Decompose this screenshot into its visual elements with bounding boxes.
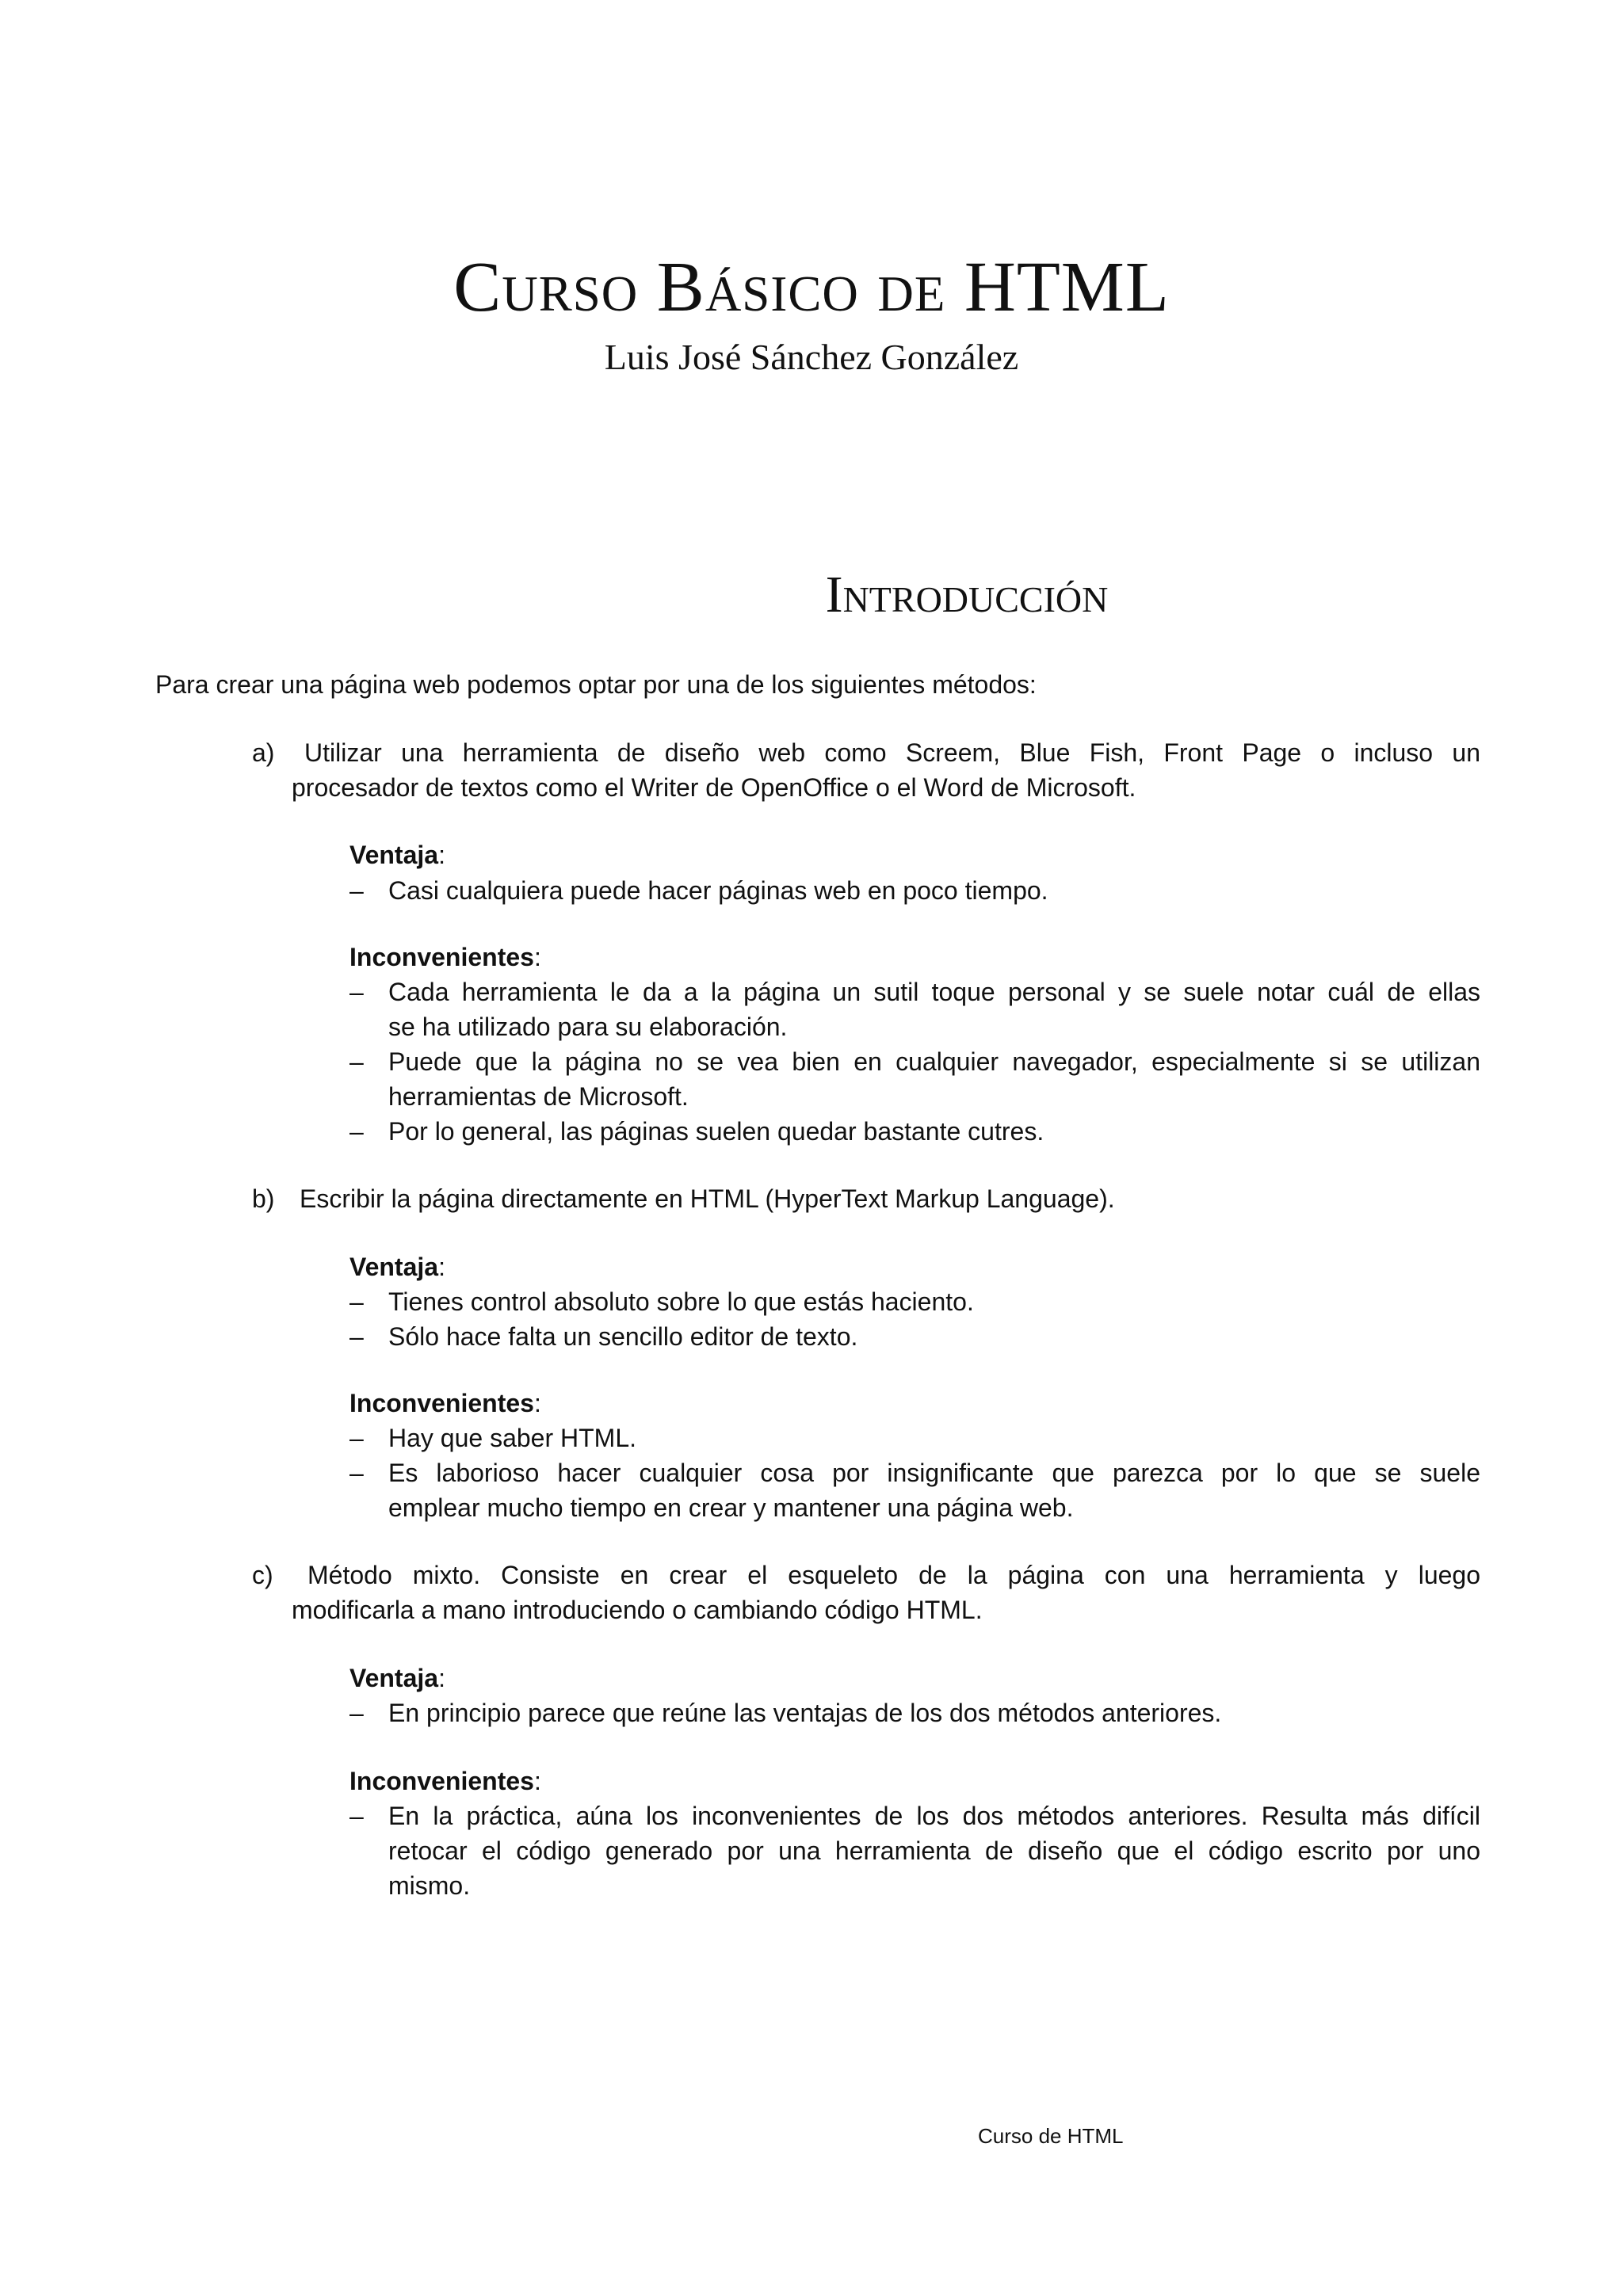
page-footer: Curso de HTML: [978, 2124, 1124, 2148]
method-a-disadvantage-item: Cada herramienta le da a la página un sutil toque personal y se suele notar cuál de ellas: [388, 978, 1480, 1006]
method-c-disadvantage-label: Inconvenientes:: [349, 1767, 541, 1795]
document-author: Luis José Sánchez González: [604, 337, 1019, 377]
method-c-description-line: Método mixto. Consiste en crear el esqueleto de la página con una herramienta y luego: [307, 1561, 1480, 1589]
dash-bullet: –: [349, 876, 364, 905]
method-a-advantage-label: Ventaja:: [349, 841, 445, 869]
section-title: Introducción: [825, 566, 1109, 624]
dash-bullet: –: [349, 1117, 364, 1146]
dash-bullet: –: [349, 978, 364, 1006]
method-b-disadvantage-item-cont: emplear mucho tiempo en crear y mantener una página web.: [388, 1493, 1074, 1522]
method-b-advantage-item: Tienes control absoluto sobre lo que estás haciento.: [388, 1287, 974, 1316]
method-c-disadvantage-item-cont: mismo.: [388, 1871, 471, 1900]
method-a-description-line: Utilizar una herramienta de diseño web como Screem, Blue Fish, Front Page o incluso un: [304, 738, 1480, 767]
method-c-advantage-label: Ventaja:: [349, 1664, 445, 1692]
method-b-description-line: Escribir la página directamente en HTML (HyperText Markup Language).: [300, 1184, 1115, 1213]
dash-bullet: –: [349, 1802, 364, 1830]
dash-bullet: –: [349, 1322, 364, 1351]
dash-bullet: –: [349, 1699, 364, 1727]
intro-paragraph: Para crear una página web podemos optar por una de los siguientes métodos:: [155, 670, 1037, 699]
method-a-disadvantage-item: Puede que la página no se vea bien en cualquier navegador, especialmente si se utilizan: [388, 1047, 1480, 1076]
method-b-disadvantage-label: Inconvenientes:: [349, 1389, 541, 1417]
method-b-advantage-item: Sólo hace falta un sencillo editor de texto.: [388, 1322, 858, 1351]
method-a-marker: a): [252, 738, 275, 767]
method-b-disadvantage-item: Es laborioso hacer cualquier cosa por insignificante que parezca por lo que se suele: [388, 1459, 1480, 1487]
method-a-disadvantage-item-cont: se ha utilizado para su elaboración.: [388, 1013, 788, 1041]
dash-bullet: –: [349, 1424, 364, 1452]
method-a-disadvantage-item: Por lo general, las páginas suelen quedar bastante cutres.: [388, 1117, 1044, 1146]
method-b-disadvantage-item: Hay que saber HTML.: [388, 1424, 637, 1452]
dash-bullet: –: [349, 1459, 364, 1487]
method-a-description-line: procesador de textos como el Writer de OpenOffice o el Word de Microsoft.: [292, 773, 1136, 802]
dash-bullet: –: [349, 1287, 364, 1316]
method-a-advantage-item: Casi cualquiera puede hacer páginas web en poco tiempo.: [388, 876, 1048, 905]
document-title: Curso Básico de HTML: [453, 248, 1170, 326]
dash-bullet: –: [349, 1047, 364, 1076]
method-b-marker: b): [252, 1184, 275, 1213]
method-c-disadvantage-item-cont: retocar el código generado por una herramienta de diseño que el código escrito por uno: [388, 1836, 1480, 1865]
method-a-disadvantage-label: Inconvenientes:: [349, 943, 541, 971]
method-c-advantage-item: En principio parece que reúne las ventajas de los dos métodos anteriores.: [388, 1699, 1222, 1727]
method-c-disadvantage-item: En la práctica, aúna los inconvenientes de los dos métodos anteriores. Resulta más difícil: [388, 1802, 1480, 1830]
method-b-advantage-label: Ventaja:: [349, 1253, 445, 1281]
method-a-disadvantage-item-cont: herramientas de Microsoft.: [388, 1082, 689, 1111]
method-c-marker: c): [252, 1561, 273, 1589]
method-c-description-line: modificarla a mano introduciendo o cambiando código HTML.: [292, 1596, 983, 1624]
